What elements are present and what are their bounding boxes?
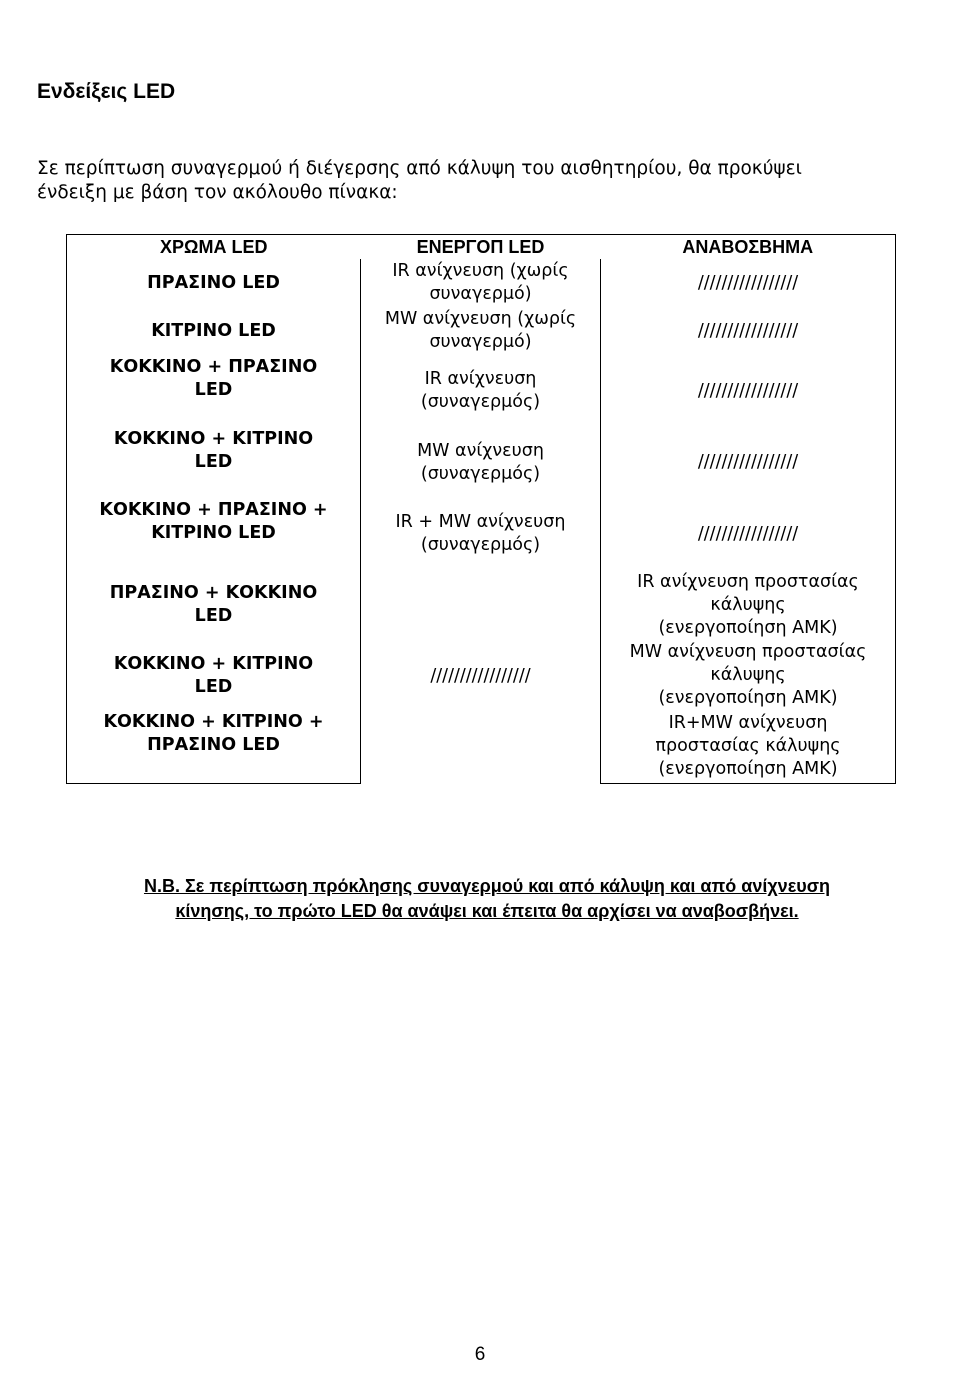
blinking-cell: IR+MW ανίχνευση προστασίας κάλυψης (ενεργοποίηση ΑΜΚ)	[601, 711, 896, 783]
table-row	[67, 427, 896, 498]
note-paragraph	[77, 874, 897, 924]
active-led-cell: IR ανίχνευση (χωρίς συναγερμό)	[361, 259, 601, 307]
led-color-cell: ΠΡΑΣΙΝΟ LED	[67, 259, 361, 307]
led-color-cell: ΚΟΚΚΙΝΟ + ΚΙΤΡΙΝΟ + ΠΡΑΣΙΝΟ LED	[67, 711, 361, 783]
table-row	[67, 570, 896, 640]
active-led-cell: MW ανίχνευση (χωρίς συναγερμό)	[361, 307, 601, 355]
led-color-cell: ΚΙΤΡΙΝΟ LED	[67, 307, 361, 355]
blinking-cell: IR ανίχνευση προστασίας κάλυψης (ενεργοποίηση ΑΜΚ)	[601, 570, 896, 640]
active-led-cell: MW ανίχνευση (συναγερμός)	[361, 427, 601, 498]
page-number: 6	[474, 1344, 486, 1365]
led-indication-table	[66, 234, 896, 784]
led-color-cell: ΚΟΚΚΙΝΟ + ΠΡΑΣΙΝΟ + ΚΙΤΡΙΝΟ LED	[67, 498, 361, 570]
header-led-color: ΧΡΩΜΑ LED	[67, 235, 361, 260]
led-color-cell: ΚΟΚΚΙΝΟ + ΠΡΑΣΙΝΟ LED	[67, 355, 361, 427]
intro-line: Σε περίπτωση συναγερμού ή διέγερσης από κάλυψη του αισθητηρίου, θα προκύψει	[37, 158, 802, 179]
table-row	[67, 498, 896, 570]
blinking-cell: MW ανίχνευση προστασίας κάλυψης (ενεργοποίηση ΑΜΚ)	[601, 640, 896, 711]
note-line: κίνησης, το πρώτο LED θα ανάψει και έπειτα θα αρχίσει να αναβοσβήνει.	[175, 901, 799, 921]
table-header-row	[67, 235, 896, 260]
active-led-cell: /////////////////	[361, 570, 601, 783]
table-row	[67, 307, 896, 355]
header-blinking: ΑΝΑΒΟΣΒΗΜΑ	[601, 235, 896, 260]
table-row	[67, 259, 896, 307]
blinking-cell: /////////////////	[601, 355, 896, 427]
intro-line: ένδειξη με βάση τον ακόλουθο πίνακα:	[37, 182, 398, 203]
blinking-cell: /////////////////	[601, 498, 896, 570]
blinking-cell: /////////////////	[601, 427, 896, 498]
blinking-cell: /////////////////	[601, 307, 896, 355]
intro-paragraph	[37, 157, 917, 205]
header-active-led: ΕΝΕΡΓΟΠ LED	[361, 235, 601, 260]
section-heading: Ενδείξεις LED	[37, 80, 176, 103]
table-row	[67, 355, 896, 427]
active-led-cell: IR ανίχνευση (συναγερμός)	[361, 355, 601, 427]
led-color-cell: ΚΟΚΚΙΝΟ + ΚΙΤΡΙΝΟ LED	[67, 640, 361, 711]
led-color-cell: ΚΟΚΚΙΝΟ + ΚΙΤΡΙΝΟ LED	[67, 427, 361, 498]
note-line: Ν.Β. Σε περίπτωση πρόκλησης συναγερμού και από κάλυψη και από ανίχνευση	[143, 876, 831, 896]
active-led-cell: IR + MW ανίχνευση (συναγερμός)	[361, 498, 601, 570]
led-color-cell: ΠΡΑΣΙΝΟ + ΚΟΚΚΙΝΟ LED	[67, 570, 361, 640]
blinking-cell: /////////////////	[601, 259, 896, 307]
